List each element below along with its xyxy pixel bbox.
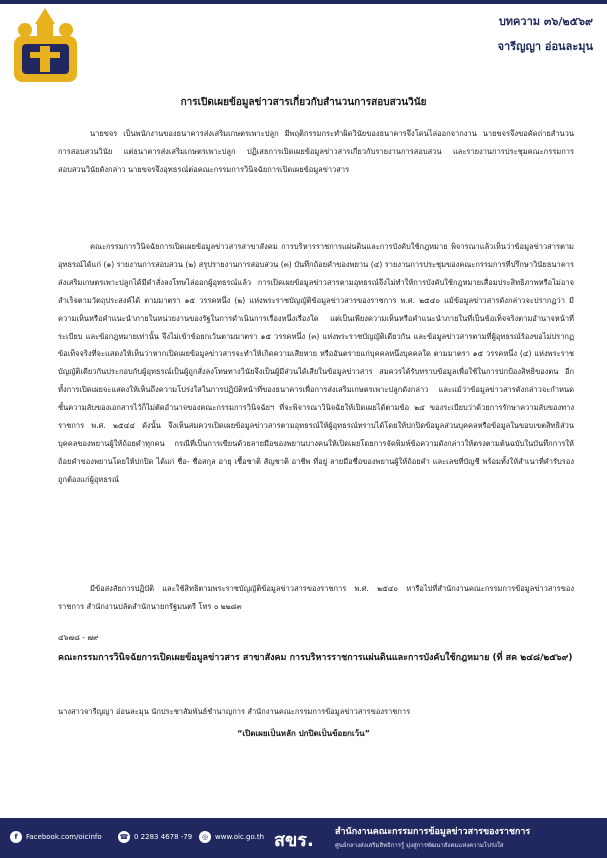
facebook-link[interactable] (10, 831, 102, 843)
office-name: สำนักงานคณะกรรมการข้อมูลข่าวสารของราชการ (335, 827, 531, 837)
footer-bar (0, 818, 607, 858)
facebook-label: Facebook.com/oicinfo (26, 833, 102, 841)
author-credit: นางสาวจารีญญา อ่อนละมุน นักประชาสัมพันธ์ชำนาญการ สำนักงานคณะกรรมการข้อมูลข่าวสารของราชการ (58, 707, 411, 716)
phone-contact[interactable] (118, 831, 192, 843)
paragraph-contact: มีข้อสงสัยการปฏิบัติ และใช้สิทธิตามพระราชบัญญัติข้อมูลข่าวสารของราชการ พ.ศ. ๒๕๔๐ หารือไปที่สำนักงานคณะกรรมการข้อมูลข่าวสารของราชการ สำนักงานปลัดสำนักนายกรัฐมนตรี โทร ๐ ๒๒๘๓ (58, 584, 574, 611)
document-title: การเปิดเผยข้อมูลข่าวสารเกี่ยวกับสำนวนการสอบสวนวินัย (180, 97, 427, 108)
phone-icon: ☎ (119, 833, 129, 841)
garuda-emblem-logo (8, 6, 83, 88)
website-label: www.oic.go.th (215, 833, 265, 841)
globe-icon: ◎ (199, 831, 211, 843)
brand-logo-text: สขร. (274, 830, 314, 851)
article-author: จารีญญา อ่อนละมุน (497, 40, 593, 53)
office-tagline: ศูนย์กลางส่งเสริมสิทธิการรู้ มุ่งสู่การพัฒนาสังคมแห่งความโปร่งใส (335, 842, 504, 849)
facebook-icon: f (10, 831, 22, 843)
top-border (0, 0, 607, 4)
paragraph-ruling: คณะกรรมการวินิจฉัยการเปิดเผยข้อมูลข่าวสารสาขาสังคม การบริหารราชการแผ่นดินและการบังคับใช้กฎหมาย พิจารณาแล้วเห็นว่าข้อมูลข่าวสารตามอุทธรณ์ได้แก่ (๑) รายงานการสอบสวน (๒) สรุปรายงานการสอบสวน (๓) บันทึกถ้อยคำของพยาน (๔) รายงานการประชุมของคณะกรรมการที่ปรึกษาวินัยธนาคารส่งเสริมเกษตรเพาะปลูกได้มีคำสั่งลงโทษไล่ออกผู้อุทธรณ์แล้ว การเปิดเผยข้อมูลข่าวสารตามอุทธรณ์จึงไม่ทำให้การบังคับใช้กฎหมายเสื่อมประสิทธิภาพหรือไม่อาจสำเร็จตามวัตถุประสงค์ได้ ตามมาตรา ๑๕ วรรคหนึ่ง (๒) แห่งพระราชบัญญัติข้อมูลข่าวสารของราชการ พ.ศ. ๒๕๔๐ แม้ข้อมูลข่าวสารดังกล่าวจะปรากฏว่า มีความเห็นหรือคำแนะนำภายในหน่วยงานของรัฐในการดำเนินการเรื่องหนึ่งเรื่องใด แต่เป็นเพียงความเห็นหรือคำแนะนำภายในที่เป็นข้อเท็จจริงตามอำนาจหน้าที่ ระเบียบ และข้อกฎหมายเท่านั้น จึงไม่เข้าข้อยกเว้นตามมาตรา ๑๕ วรรคหนึ่ง (๓) แห่งพระราชบัญญัติเดียวกัน และข้อมูลข่าวสารตามที่ผู้อุทธรณ์ร้องขอไม่ปรากฏข้อเท็จจริงที่จะแสดงให้เห็นว่าหากเปิดเผยข้อมูลข่าวสารจะทำให้เกิดความเสียหาย หรืออันตรายแก่บุคคลหนึ่งบุคคลใด ตามมาตรา ๑๕ วรรคหนึ่ง (๔) แห่งพระราชบัญญัติเดียวกันประกอบกับผู้อุทธรณ์เป็นผู้ถูกสั่งลงโทษทางวินัยจึงเป็นผู้มีส่วนได้เสียในข้อมูลข่าวสาร สมควรได้รับทราบข้อมูลเพื่อใช้ในการปกป้องสิทธิของตน อีกทั้งการเปิดเผยจะแสดงให้เห็นถึงความโปร่งใสในการปฏิบัติหน้าที่ของธนาคารเพื่อการส่งเสริมเกษตรเพาะปลูกดังกล่าว และแม้ว่าข้อมูลข่าวสารดังกล่าวจะกำหนดชั้นความลับของเอกสารไว้ก็ไม่ตัดอำนาจของคณะกรรมการวินิจฉัยฯ ที่จะพิจารณาวินิจฉัยให้เปิดเผยได้ตามข้อ ๒๔ ของระเบียบว่าด้วยการรักษาความลับของทางราชการ พ.ศ. ๒๕๔๔ ดังนั้น จึงเห็นสมควรเปิดเผยข้อมูลข่าวสารตามอุทธรณ์ให้ผู้อุทธรณ์ทราบได้โดยให้ปกปิดข้อมูลส่วนบุคคลหรือข้อมูลในขอบเขตสิทธิส่วนบุคคลของพยานผู้ให้ถ้อยคำทุกคน กรณีที่เป็นการเขียนด้วยลายมือของพยานบางคนให้เปิดเผยโดยการจัดพิมพ์ข้อความดังกล่าวให้ตรงตามต้นฉบับในบันทึกการให้ถ้อยคำของพยานโดยให้ปกปิด ได้แก่ ชื่อ- ชื่อสกุล อายุ เชื้อชาติ สัญชาติ อาชีพ ที่อยู่ ลายมือชื่อของพยานผู้ให้ถ้อยคำ และเลขที่บัญชี พร้อมทั้งให้สำเนาที่คำรับรองถูกต้องแก่ผู้อุทธรณ์ (58, 242, 574, 484)
article-header (498, 12, 593, 55)
paragraph-facts: นายขจร เป็นพนักงานของธนาคารส่งเสริมเกษตรเพาะปลูก มีพฤติกรรมกระทำผิดวินัยของธนาคารจึงโดนไล่ออกจากงาน นายขจรจึงขอคัดถ่ายสำนวนการสอบสวนวินัย แต่ธนาคารส่งเสริมเกษตรเพาะปลูก ปฏิเสธการเปิดเผยข้อมูลข่าวสารเกี่ยวกับรายงานการสอบสวน และรายงานการประชุมคณะกรรมการสอบสวนวินัยดังกล่าว นายขจรจึงอุทธรณ์ต่อคณะกรรมการวินิจฉัยการเปิดเผยข้อมูลข่าวสาร (58, 129, 574, 174)
case-reference: คณะกรรมการวินิจฉัยการเปิดเผยข้อมูลข่าวสาร สาขาสังคม การบริหารราชการแผ่นดินและการบังคับใช้กฎหมาย (ที่ สค ๒๔๘/๒๕๖๙) (58, 653, 573, 663)
article-number: บทความ ๓๖/๒๕๖๙ (498, 15, 593, 28)
slogan: “เปิดเผยเป็นหลัก ปกปิดเป็นข้อยกเว้น” (237, 729, 370, 738)
website-link[interactable] (199, 831, 264, 843)
phone-label: 0 2283 4678 -79 (134, 833, 193, 841)
phone-continuation: ๔๖๗๘ - ๗๙ (58, 633, 99, 642)
